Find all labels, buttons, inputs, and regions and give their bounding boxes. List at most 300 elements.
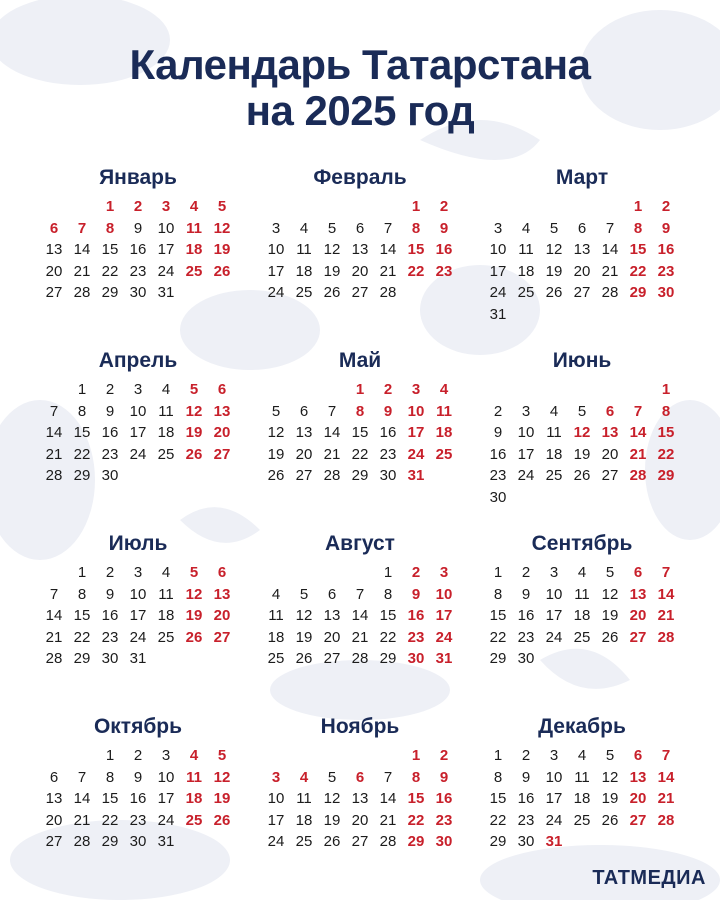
day-holiday: 1 — [105, 198, 115, 215]
day-holiday: 16 — [435, 241, 453, 258]
day: 13 — [573, 241, 591, 258]
day: 27 — [601, 467, 619, 484]
day-holiday: 9 — [439, 219, 449, 237]
empty-cell — [568, 196, 596, 218]
day-holiday: 13 — [213, 402, 231, 420]
day-holiday: 18 — [185, 241, 203, 258]
day-holiday: 27 — [629, 628, 647, 646]
day: 8 — [383, 585, 393, 603]
day: 10 — [267, 241, 285, 258]
day-holiday: 5 — [217, 198, 227, 215]
title-line-2: на 2025 год — [245, 87, 475, 134]
day: 26 — [323, 833, 341, 850]
month-name: Январь — [99, 166, 177, 189]
day-holiday: 27 — [629, 811, 647, 829]
day: 7 — [383, 768, 393, 786]
day-grid — [484, 196, 680, 325]
day-holiday: 23 — [407, 628, 425, 646]
day: 13 — [323, 607, 341, 624]
day: 30 — [101, 650, 119, 667]
day: 8 — [77, 402, 87, 420]
day: 25 — [573, 628, 591, 646]
day: 29 — [101, 833, 119, 850]
day: 29 — [101, 284, 119, 301]
day: 9 — [105, 402, 115, 420]
month-name: Декабрь — [538, 715, 626, 738]
day-holiday: 18 — [185, 790, 203, 807]
empty-cell — [484, 379, 512, 401]
day-holiday: 6 — [217, 564, 227, 581]
day: 4 — [161, 564, 171, 581]
empty-cell — [512, 196, 540, 218]
day: 4 — [299, 219, 309, 237]
day-grid — [262, 196, 458, 304]
day-holiday: 30 — [657, 284, 675, 301]
day: 23 — [129, 262, 147, 280]
day: 18 — [573, 607, 591, 624]
day: 3 — [161, 747, 171, 764]
day-holiday: 16 — [407, 607, 425, 624]
day: 17 — [517, 445, 535, 463]
day: 15 — [351, 424, 369, 441]
day-holiday: 6 — [355, 768, 365, 786]
day: 28 — [45, 467, 63, 484]
day: 11 — [158, 402, 174, 420]
day: 6 — [577, 219, 587, 237]
day-holiday: 15 — [407, 241, 425, 258]
day: 16 — [517, 790, 535, 807]
day: 28 — [73, 833, 91, 850]
day: 27 — [351, 833, 369, 850]
day-holiday: 3 — [439, 564, 449, 581]
day: 23 — [101, 445, 119, 463]
day: 8 — [493, 768, 503, 786]
day: 5 — [549, 219, 559, 237]
day-holiday: 1 — [355, 381, 365, 398]
empty-cell — [68, 745, 96, 767]
day-holiday: 19 — [185, 607, 203, 624]
day: 24 — [129, 628, 147, 646]
day: 27 — [323, 650, 341, 667]
day-holiday: 2 — [661, 198, 671, 215]
day-holiday: 9 — [439, 768, 449, 786]
day: 7 — [77, 768, 87, 786]
day: 19 — [295, 628, 313, 646]
day: 30 — [517, 650, 535, 667]
day-holiday: 2 — [383, 381, 393, 398]
day: 26 — [601, 628, 619, 646]
day-grid — [40, 379, 236, 487]
month-name: Июнь — [552, 349, 612, 372]
day: 25 — [295, 833, 313, 850]
day: 9 — [493, 424, 503, 441]
day-holiday: 26 — [213, 262, 231, 280]
day: 31 — [157, 833, 175, 850]
day: 29 — [489, 833, 507, 850]
day: 10 — [157, 219, 175, 237]
day: 12 — [601, 768, 619, 786]
day: 16 — [101, 607, 119, 624]
day-holiday: 11 — [186, 768, 202, 786]
day: 22 — [101, 811, 119, 829]
day: 17 — [157, 790, 175, 807]
day: 16 — [489, 445, 507, 463]
day: 29 — [489, 650, 507, 667]
day-holiday: 3 — [411, 381, 421, 398]
day-holiday: 21 — [629, 445, 647, 463]
day: 24 — [157, 811, 175, 829]
day-holiday: 30 — [407, 650, 425, 667]
day-holiday: 11 — [186, 219, 202, 237]
day: 30 — [101, 467, 119, 484]
day: 6 — [49, 768, 59, 786]
day: 31 — [129, 650, 147, 667]
day: 19 — [323, 262, 341, 280]
day-holiday: 26 — [213, 811, 231, 829]
day: 24 — [267, 833, 285, 850]
day-holiday: 26 — [185, 628, 203, 646]
day-holiday: 14 — [629, 424, 647, 441]
day: 12 — [545, 241, 563, 258]
day-holiday: 15 — [407, 790, 425, 807]
day: 23 — [489, 467, 507, 484]
day: 6 — [355, 219, 365, 237]
month-june — [484, 349, 680, 508]
day: 19 — [601, 790, 619, 807]
month-december — [484, 715, 680, 853]
empty-cell — [484, 196, 512, 218]
day-holiday: 1 — [411, 747, 421, 764]
day: 30 — [129, 833, 147, 850]
day-holiday: 17 — [435, 607, 453, 624]
day-grid — [484, 379, 680, 508]
day-grid — [40, 562, 236, 670]
day: 26 — [267, 467, 285, 484]
day: 7 — [327, 402, 337, 420]
day: 21 — [45, 628, 63, 646]
day: 3 — [549, 747, 559, 764]
day: 10 — [545, 585, 563, 603]
day: 12 — [267, 424, 285, 441]
day: 20 — [351, 811, 369, 829]
day: 2 — [105, 381, 115, 398]
day-holiday: 19 — [185, 424, 203, 441]
day-holiday: 16 — [657, 241, 675, 258]
day-holiday: 8 — [411, 219, 421, 237]
day: 28 — [379, 284, 397, 301]
day: 25 — [267, 650, 285, 667]
day-holiday: 6 — [633, 747, 643, 764]
day-holiday: 28 — [629, 467, 647, 484]
day-grid — [40, 745, 236, 853]
day-holiday: 7 — [77, 219, 87, 237]
day-holiday: 18 — [435, 424, 453, 441]
day-holiday: 23 — [435, 262, 453, 280]
day: 29 — [73, 467, 91, 484]
day-holiday: 31 — [545, 833, 563, 850]
day: 17 — [267, 811, 285, 829]
day: 5 — [577, 402, 587, 420]
day: 10 — [489, 241, 507, 258]
day: 26 — [323, 284, 341, 301]
day: 23 — [517, 628, 535, 646]
day: 4 — [549, 402, 559, 420]
day-holiday: 6 — [217, 381, 227, 398]
day: 28 — [601, 284, 619, 301]
month-april — [40, 349, 236, 487]
day-holiday: 15 — [629, 241, 647, 258]
empty-cell — [346, 562, 374, 584]
day: 6 — [327, 585, 337, 603]
day: 17 — [489, 262, 507, 280]
day: 3 — [493, 219, 503, 237]
day: 23 — [101, 628, 119, 646]
day: 21 — [601, 262, 619, 280]
day: 3 — [271, 219, 281, 237]
day: 13 — [351, 790, 369, 807]
day: 5 — [299, 585, 309, 603]
month-name: Апрель — [98, 349, 178, 372]
month-name: Ноябрь — [320, 715, 400, 738]
day: 22 — [73, 628, 91, 646]
day: 12 — [601, 585, 619, 603]
day: 19 — [545, 262, 563, 280]
day: 1 — [493, 564, 503, 581]
day-holiday: 22 — [657, 445, 675, 463]
day: 7 — [49, 585, 59, 603]
day: 23 — [129, 811, 147, 829]
day-holiday: 13 — [601, 424, 619, 441]
month-january — [40, 166, 236, 304]
day-holiday: 16 — [435, 790, 453, 807]
day: 14 — [45, 607, 63, 624]
day-grid — [484, 562, 680, 670]
day: 8 — [493, 585, 503, 603]
day: 18 — [573, 790, 591, 807]
day: 23 — [517, 811, 535, 829]
day: 1 — [77, 564, 87, 581]
day: 24 — [545, 811, 563, 829]
month-name: Июль — [108, 532, 168, 555]
day: 10 — [157, 768, 175, 786]
day: 10 — [517, 424, 535, 441]
day-holiday: 1 — [633, 198, 643, 215]
month-september — [484, 532, 680, 670]
month-name: Октябрь — [93, 715, 183, 738]
day: 21 — [45, 445, 63, 463]
day-holiday: 30 — [435, 833, 453, 850]
day: 2 — [521, 564, 531, 581]
day: 28 — [379, 833, 397, 850]
day: 14 — [73, 241, 91, 258]
day: 11 — [574, 585, 590, 603]
title-line-1: Календарь Татарстана — [129, 41, 591, 88]
day: 14 — [73, 790, 91, 807]
day-holiday: 8 — [105, 219, 115, 237]
month-name: Сентябрь — [531, 532, 633, 555]
day: 11 — [518, 241, 534, 258]
day: 17 — [267, 262, 285, 280]
day: 9 — [105, 585, 115, 603]
day: 6 — [299, 402, 309, 420]
day: 11 — [268, 607, 284, 624]
day-holiday: 12 — [573, 424, 591, 441]
day: 25 — [517, 284, 535, 301]
day: 13 — [45, 790, 63, 807]
month-may — [262, 349, 458, 487]
day: 3 — [133, 564, 143, 581]
day: 25 — [295, 284, 313, 301]
day: 12 — [323, 241, 341, 258]
day-holiday: 8 — [355, 402, 365, 420]
empty-cell — [540, 379, 568, 401]
day-holiday: 19 — [213, 241, 231, 258]
month-march — [484, 166, 680, 325]
empty-cell — [290, 379, 318, 401]
day: 19 — [601, 607, 619, 624]
day: 30 — [517, 833, 535, 850]
day-holiday: 11 — [436, 402, 452, 420]
day: 15 — [73, 607, 91, 624]
day-holiday: 4 — [439, 381, 449, 398]
day-holiday: 14 — [657, 768, 675, 786]
day: 10 — [267, 790, 285, 807]
day-holiday: 31 — [435, 650, 453, 667]
day-holiday: 24 — [407, 445, 425, 463]
day-grid — [262, 562, 458, 670]
day: 10 — [545, 768, 563, 786]
day: 29 — [379, 650, 397, 667]
day: 13 — [45, 241, 63, 258]
day: 17 — [545, 790, 563, 807]
day: 14 — [379, 241, 397, 258]
day: 17 — [129, 424, 147, 441]
day: 21 — [323, 445, 341, 463]
empty-cell — [318, 379, 346, 401]
day-holiday: 12 — [213, 768, 231, 786]
day: 16 — [517, 607, 535, 624]
page-title — [0, 42, 720, 134]
day-holiday: 29 — [407, 833, 425, 850]
day: 11 — [296, 241, 312, 258]
day: 4 — [521, 219, 531, 237]
empty-cell — [290, 196, 318, 218]
month-february — [262, 166, 458, 304]
day: 8 — [77, 585, 87, 603]
day: 5 — [327, 219, 337, 237]
day: 7 — [49, 402, 59, 420]
day: 12 — [295, 607, 313, 624]
empty-cell — [374, 196, 402, 218]
day: 16 — [101, 424, 119, 441]
day: 19 — [323, 811, 341, 829]
day: 1 — [77, 381, 87, 398]
day-holiday: 2 — [439, 747, 449, 764]
month-name: Август — [325, 532, 395, 555]
day-holiday: 10 — [407, 402, 425, 420]
empty-cell — [318, 562, 346, 584]
day: 17 — [129, 607, 147, 624]
day: 20 — [351, 262, 369, 280]
day-holiday: 7 — [633, 402, 643, 420]
day: 22 — [73, 445, 91, 463]
day: 11 — [158, 585, 174, 603]
day: 17 — [157, 241, 175, 258]
empty-cell — [262, 562, 290, 584]
day-holiday: 23 — [657, 262, 675, 280]
day: 15 — [73, 424, 91, 441]
day: 22 — [351, 445, 369, 463]
day: 28 — [73, 284, 91, 301]
day-holiday: 25 — [435, 445, 453, 463]
day: 4 — [577, 564, 587, 581]
day: 27 — [45, 833, 63, 850]
month-august — [262, 532, 458, 670]
day: 9 — [521, 768, 531, 786]
day-holiday: 31 — [407, 467, 425, 484]
day-holiday: 8 — [633, 219, 643, 237]
day: 20 — [295, 445, 313, 463]
day: 22 — [489, 628, 507, 646]
day: 14 — [323, 424, 341, 441]
day: 9 — [133, 768, 143, 786]
day: 9 — [521, 585, 531, 603]
day-holiday: 5 — [217, 747, 227, 764]
day-holiday: 21 — [657, 607, 675, 624]
day-holiday: 24 — [435, 628, 453, 646]
day-holiday: 20 — [629, 607, 647, 624]
day: 15 — [101, 790, 119, 807]
day: 5 — [271, 402, 281, 420]
day: 16 — [129, 790, 147, 807]
empty-cell — [512, 379, 540, 401]
day: 18 — [295, 262, 313, 280]
day: 24 — [489, 284, 507, 301]
day: 24 — [517, 467, 535, 484]
day-holiday: 2 — [439, 198, 449, 215]
day: 14 — [351, 607, 369, 624]
day-holiday: 9 — [411, 585, 421, 603]
day: 28 — [45, 650, 63, 667]
day: 25 — [157, 628, 175, 646]
day-holiday: 27 — [213, 445, 231, 463]
day-holiday: 12 — [213, 219, 231, 237]
day: 7 — [383, 219, 393, 237]
day: 3 — [133, 381, 143, 398]
day-holiday: 15 — [657, 424, 675, 441]
day: 30 — [489, 488, 507, 506]
day-holiday: 9 — [661, 219, 671, 237]
day: 11 — [546, 424, 562, 441]
day-holiday: 28 — [657, 628, 675, 646]
empty-cell — [290, 562, 318, 584]
empty-cell — [346, 196, 374, 218]
brand-logo-text: ТАТМЕДИА — [592, 867, 706, 889]
day: 9 — [133, 219, 143, 237]
empty-cell — [40, 196, 68, 218]
day: 15 — [379, 607, 397, 624]
day: 5 — [327, 768, 337, 786]
day: 14 — [601, 241, 619, 258]
empty-cell — [290, 745, 318, 767]
day: 1 — [105, 747, 115, 764]
day-holiday: 1 — [661, 381, 671, 398]
day: 25 — [545, 467, 563, 484]
day: 2 — [521, 747, 531, 764]
day-holiday: 20 — [213, 607, 231, 624]
day: 27 — [295, 467, 313, 484]
day: 29 — [351, 467, 369, 484]
